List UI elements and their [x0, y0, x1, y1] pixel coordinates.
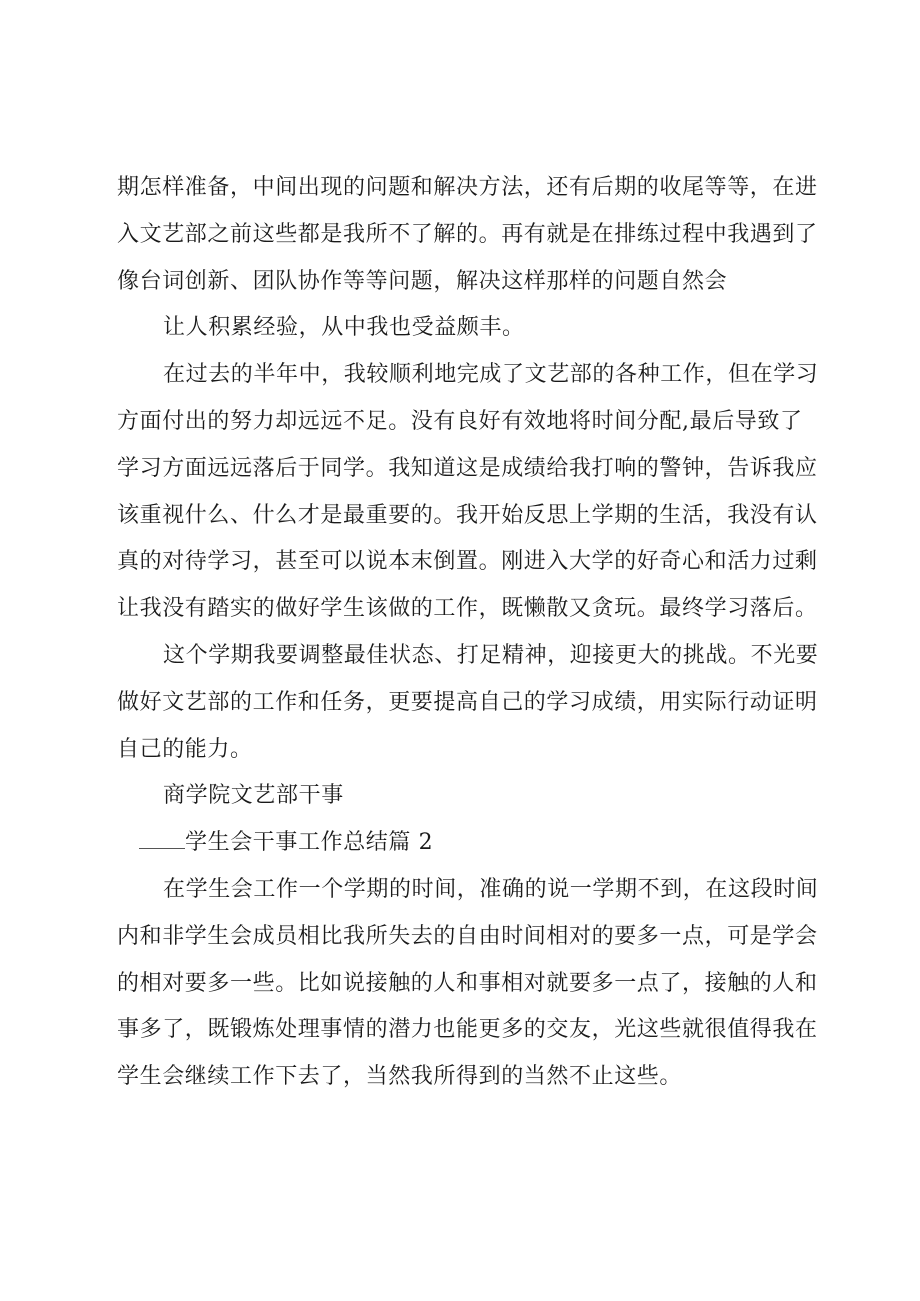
section-title-text: 学生会干事工作总结篇 2: [185, 830, 434, 856]
text-line: 让人积累经验，从中我也受益颇丰。: [163, 315, 525, 341]
text-line: 学习方面远远落后于同学。我知道这是成绩给我打响的警钟，告诉我应: [117, 455, 818, 481]
text-line: 内和非学生会成员相比我所失去的自由时间相对的要多一点，可是学会: [117, 923, 818, 949]
section-title: [117, 820, 857, 867]
document-page: [117, 165, 857, 1101]
text-line: 该重视什么、什么才是最重要的。我开始反思上学期的生活，我没有认: [117, 502, 818, 528]
text-line: 真的对待学习，甚至可以说本末倒置。刚进入大学的好奇心和活力过剩: [117, 549, 818, 575]
paragraph-plan: [117, 633, 857, 773]
paragraph-reflection: [117, 352, 857, 633]
text-line: 的相对要多一些。比如说接触的人和事相对就要多一点了，接触的人和: [117, 970, 818, 996]
text-line: 这个学期我要调整最佳状态、打足精神，迎接更大的挑战。不光要: [163, 642, 819, 668]
text-line: 入文艺部之前这些都是我所不了解的。再有就是在排练过程中我遇到了: [117, 221, 818, 247]
text-line: 期怎样准备，中间出现的问题和解决方法，还有后期的收尾等等，在进: [117, 175, 818, 200]
text-line: 做好文艺部的工作和任务，更要提高自己的学习成绩，用实际行动证明: [117, 689, 818, 715]
paragraph-experience: [117, 305, 857, 352]
text-line: 让我没有踏实的做好学生该做的工作，既懒散又贪玩。最终学习落后。: [117, 596, 818, 622]
text-line: 在过去的半年中，我较顺利地完成了文艺部的各种工作，但在学习: [163, 362, 819, 388]
paragraph-student-union: [117, 867, 857, 1101]
blank-underline: [139, 830, 185, 849]
text-line: 像台词创新、团队协作等等问题，解决这样那样的问题自然会: [117, 268, 728, 294]
text-line: 在学生会工作一个学期的时间，准确的说一学期不到，在这段时间: [163, 876, 819, 902]
text-line: 自己的能力。: [117, 736, 253, 762]
text-line: 学生会继续工作下去了，当然我所得到的当然不止这些。: [117, 1064, 683, 1090]
text-line: 事多了，既锻炼处理事情的潜力也能更多的交友，光这些就很值得我在: [117, 1017, 818, 1043]
paragraph-continuation: [117, 165, 857, 305]
signature: 商学院文艺部干事: [163, 783, 344, 809]
text-line: 方面付出的努力却远远不足。没有良好有效地将时间分配,最后导致了: [117, 408, 803, 434]
